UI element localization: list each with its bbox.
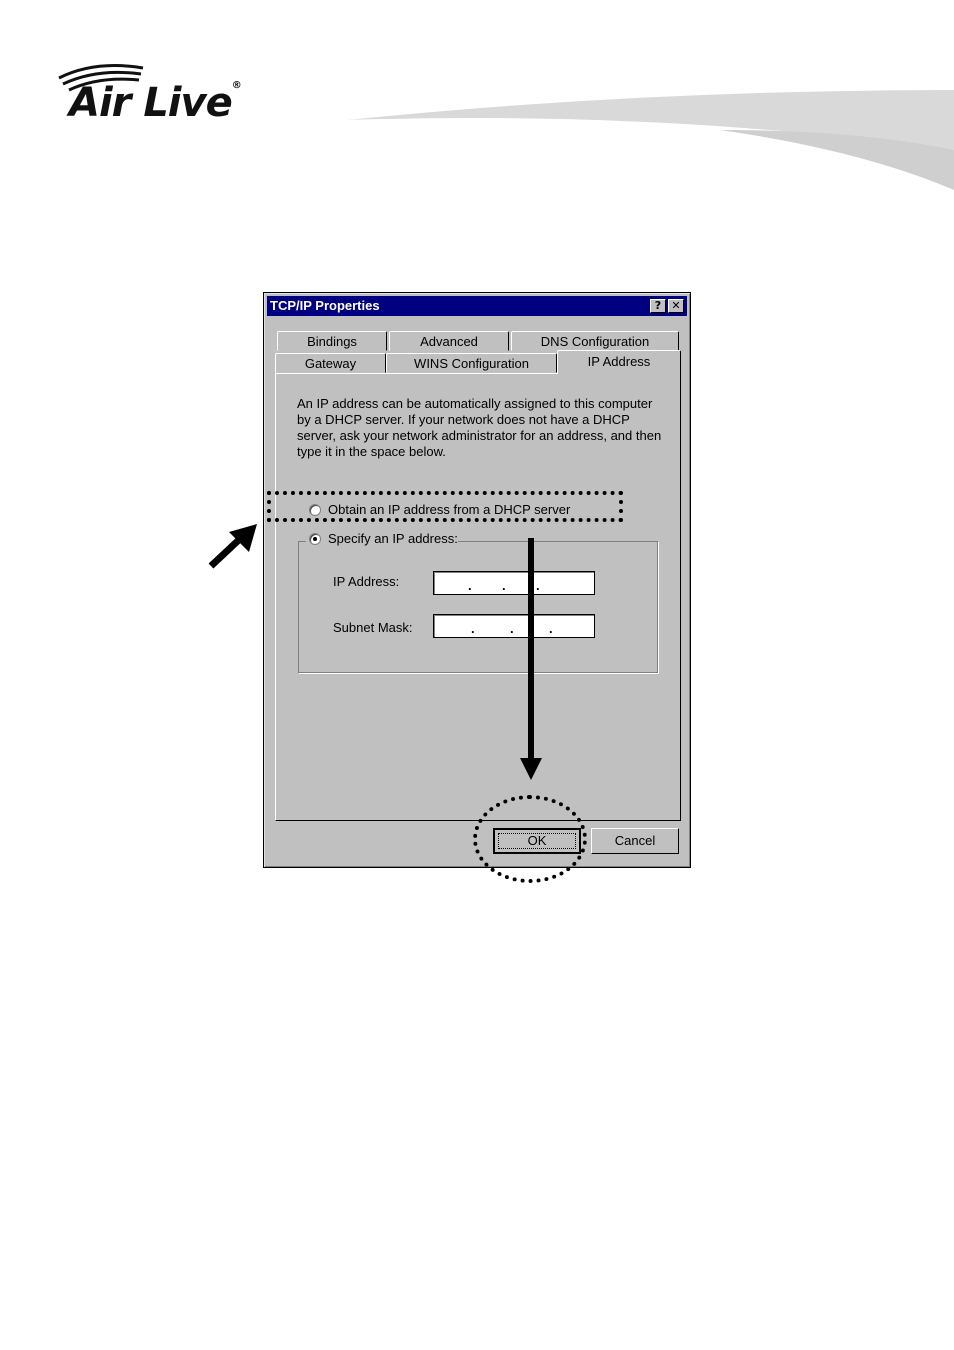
ip-address-input[interactable]: . . . <box>433 571 595 595</box>
arrow-down-icon <box>520 758 542 780</box>
arrow-down-shaft <box>528 538 534 760</box>
tcpip-properties-dialog <box>263 292 691 868</box>
help-button[interactable]: ? <box>650 299 666 313</box>
close-button[interactable]: ✕ <box>668 299 684 313</box>
tab-dns-configuration[interactable]: DNS Configuration <box>511 331 679 351</box>
dhcp-highlight-box <box>267 491 623 522</box>
tab-advanced[interactable]: Advanced <box>389 331 509 351</box>
ip-address-label: IP Address: <box>333 574 400 589</box>
arrow-up-right-icon <box>205 522 265 572</box>
subnet-mask-input[interactable]: . . . <box>433 614 595 638</box>
dialog-title: TCP/IP Properties <box>270 298 380 313</box>
specify-ip-groupbox <box>298 541 658 673</box>
airlive-logo <box>55 58 285 133</box>
subnet-mask-label: Subnet Mask: <box>333 620 413 635</box>
tab-wins-configuration[interactable]: WINS Configuration <box>386 353 557 373</box>
dhcp-radio-label[interactable]: Obtain an IP address from a DHCP server <box>328 502 571 517</box>
cancel-button[interactable]: Cancel <box>591 828 679 854</box>
logo-wordmark: Air Live® <box>69 80 241 126</box>
specify-ip-radio[interactable] <box>309 533 321 545</box>
tab-ip-address[interactable]: IP Address <box>557 350 681 374</box>
title-bar[interactable] <box>267 296 687 316</box>
ip-description: An IP address can be automatically assigned to this computer by a DHCP server. If your network does not have a DHCP server, ask your network administrator for an address, and then type it in the space below. <box>297 396 662 459</box>
ok-button[interactable]: OK <box>493 828 581 854</box>
header-swoosh-decoration <box>340 80 954 200</box>
ok-highlight-circle <box>473 795 587 883</box>
specify-ip-radio-label[interactable]: Specify an IP address: <box>328 531 458 546</box>
tab-gateway[interactable]: Gateway <box>275 353 386 373</box>
tab-bindings[interactable]: Bindings <box>277 331 387 351</box>
